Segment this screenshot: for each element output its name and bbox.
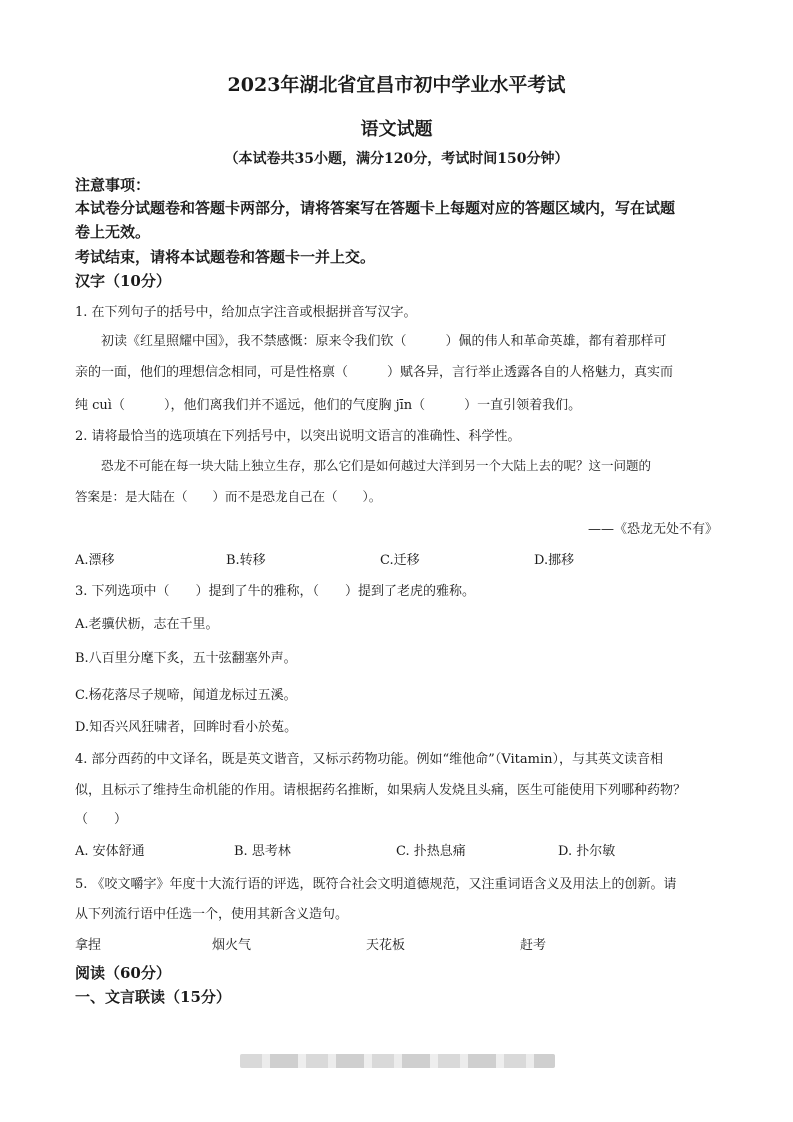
q5-paragraph-2: 从下列流行语中任选一个，使用其新含义造句。 [75, 907, 349, 922]
exam-meta: （本试卷共35小题，满分120分，考试时间150分钟） [224, 151, 569, 167]
section-classical-reading: 一、文言联读（15分） [75, 988, 231, 1006]
q2-paragraph-1: 恐龙不可能在每一块大陆上独立生存，那么它们是如何越过大洋到另一个大陆上去的呢？这一问题的 [101, 458, 652, 473]
q1-paragraph-2: 亲的一面，他们的理想信念相同，可是性格禀（ ）赋各异，言行举止透露各自的人格魅力，真实而 [75, 365, 674, 380]
section-reading: 阅读（60分） [75, 964, 171, 982]
q4-option-b: B. 思考林 [234, 844, 291, 859]
q3-option-a: A.老骥伏枥，志在千里。 [75, 617, 219, 632]
q2-option-c: C.迁移 [380, 553, 420, 568]
q2-option-a: A.漂移 [75, 553, 115, 568]
q3-option-c: C.杨花落尽子规啼，闻道龙标过五溪。 [75, 688, 297, 703]
q3-option-b: B.八百里分麾下炙，五十弦翻塞外声。 [75, 651, 297, 666]
q4-paragraph-1: 4. 部分西药的中文译名，既是英文谐音，又标示药物功能。例如“维他命”（Vitamin），与其英文读音相 [75, 752, 663, 767]
q1-paragraph-1: 初读《红星照耀中国》，我不禁感慨：原来令我们钦（ ）佩的伟人和革命英雄，都有着那样可 [101, 334, 667, 349]
q4-option-d: D. 扑尔敏 [558, 844, 616, 859]
exam-title: 2023年湖北省宜昌市初中学业水平考试 [227, 74, 566, 96]
q2-source: ——《恐龙无处不有》 [587, 522, 718, 537]
q2-option-b: B.转移 [226, 553, 266, 568]
subject-title: 语文试题 [360, 119, 433, 140]
q1-paragraph-3: 纯 cuì（ ），他们离我们并不遥远，他们的气度胸 jīn（ ）一直引领着我们。 [75, 398, 582, 413]
q4-answer-blank: （ ） [75, 812, 128, 827]
q5-word-4: 赶考 [520, 938, 547, 953]
notice-line-1b: 卷上无效。 [75, 223, 151, 241]
q3-option-d: D.知否兴风狂啸者，回眸时看小於菟。 [75, 720, 298, 735]
q1-stem: 1. 在下列句子的括号中，给加点字注音或根据拼音写汉字。 [75, 305, 417, 320]
q4-option-a: A. 安体舒通 [75, 844, 145, 859]
blurred-footer-watermark [240, 1054, 555, 1068]
q3-stem: 3. 下列选项中（ ）提到了牛的雅称，（ ）提到了老虎的雅称。 [75, 584, 476, 599]
q5-paragraph-1: 5. 《咬文嚼字》年度十大流行语的评选，既符合社会文明道德规范，又注重词语含义及用法上的创新。请 [75, 877, 677, 892]
q2-stem: 2. 请将最恰当的选项填在下列括号中，以突出说明文语言的准确性、科学性。 [75, 429, 521, 444]
q5-word-1: 拿捏 [75, 938, 102, 953]
q2-option-d: D.挪移 [534, 553, 575, 568]
q2-paragraph-2: 答案是：是大陆在（ ）而不是恐龙自己在（ ）。 [75, 489, 382, 504]
q5-word-3: 天花板 [366, 938, 406, 953]
q4-paragraph-2: 似，且标示了维持生命机能的作用。请根据药名推断，如果病人发烧且头痛，医生可能使用下列哪种药物？ [75, 783, 687, 798]
notice-line-2: 考试结束，请将本试题卷和答题卡一并上交。 [75, 248, 376, 266]
section-hanzi: 汉字（10分） [75, 272, 171, 290]
q5-word-2: 烟火气 [212, 938, 252, 953]
notice-line-1a: 本试卷分试题卷和答题卡两部分，请将答案写在答题卡上每题对应的答题区域内，写在试题 [75, 199, 676, 217]
notice-heading: 注意事项： [75, 176, 151, 194]
q4-option-c: C. 扑热息痛 [396, 844, 466, 859]
